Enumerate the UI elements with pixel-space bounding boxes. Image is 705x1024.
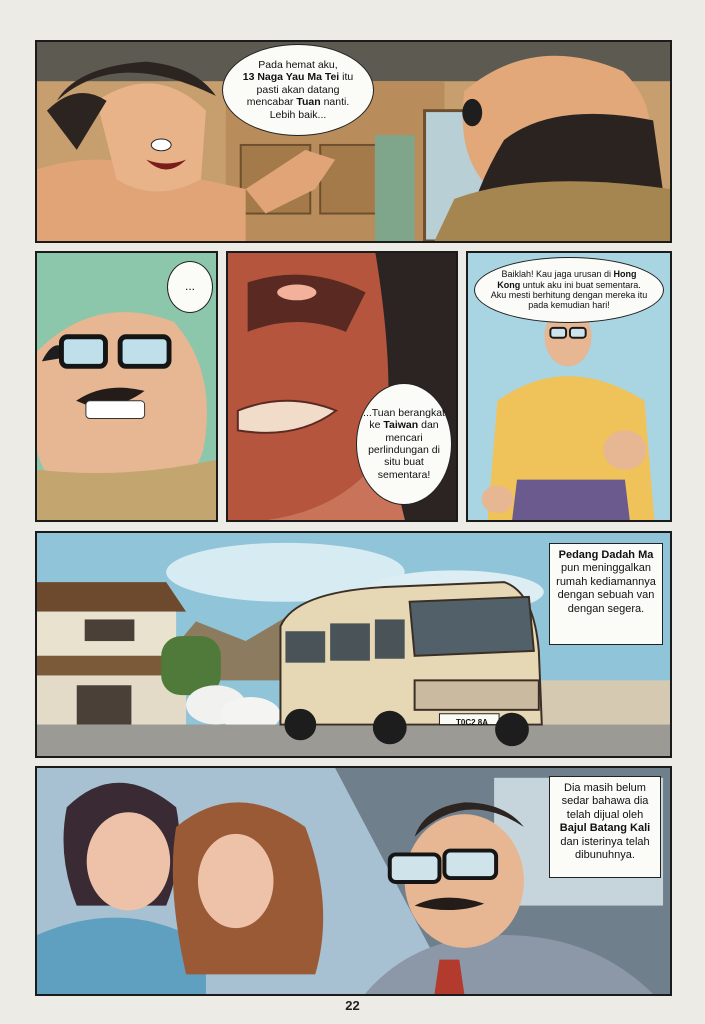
bubble-text-part: dan mencari perlindungan di situ buat sementara! xyxy=(368,419,440,481)
narration-caption xyxy=(549,776,661,878)
panel-5 xyxy=(35,531,672,758)
panel-2 xyxy=(35,251,218,522)
page-number xyxy=(0,998,705,1013)
bubble-text-part: nanti. Lebih baik... xyxy=(269,96,350,121)
bubble-text-part: ...Tuan berangkat ke xyxy=(363,406,445,432)
speech-bubble xyxy=(222,44,374,136)
bubble-bold-text: Tuan xyxy=(296,96,321,109)
speech-bubble xyxy=(167,261,213,313)
license-plate-text: T0C2 8A xyxy=(455,718,488,727)
license-plate xyxy=(442,717,502,728)
speech-bubble-text xyxy=(363,407,445,481)
caption-text-part: Dia masih belum sedar bahawa dia telah dijual oleh xyxy=(561,782,649,821)
caption-text-part: dan isterinya telah dibunuhnya. xyxy=(560,835,650,862)
speech-bubble xyxy=(356,383,452,505)
bubble-text-part: Pada hemat aku, xyxy=(258,59,338,72)
caption-bold-text: Pedang Dadah Ma xyxy=(558,549,654,561)
page-number-text: 22 xyxy=(345,998,360,1013)
bubble-text-part: itu pasti akan datang mencabar xyxy=(246,71,354,109)
panel-6 xyxy=(35,766,672,996)
caption-bold-text: Bajul Batang Kali xyxy=(559,822,651,835)
bubble-bold-text: 13 Naga Yau Ma Tei xyxy=(242,71,340,84)
speech-bubble-text xyxy=(489,269,649,310)
bubble-bold-text: Taiwan xyxy=(383,419,419,432)
speech-bubble xyxy=(474,257,664,323)
bubble-text: ... xyxy=(184,279,195,294)
panel-3 xyxy=(226,251,458,522)
panel-4 xyxy=(466,251,672,522)
speech-bubble-text xyxy=(233,59,363,121)
panel-1 xyxy=(35,40,672,243)
bubble-text-part: Baiklah! Kau jaga urusan di xyxy=(501,269,614,280)
bubble-text-part: untuk aku ini buat sementara. Aku mesti berhitung dengan mereka itu pada kemudian hari! xyxy=(490,279,648,311)
narration-caption xyxy=(549,543,663,645)
caption-text-part: pun meninggalkan rumah kediamannya dengan sebuah van dengan segera. xyxy=(556,562,656,615)
bubble-bold-text: Hong Kong xyxy=(497,269,637,290)
